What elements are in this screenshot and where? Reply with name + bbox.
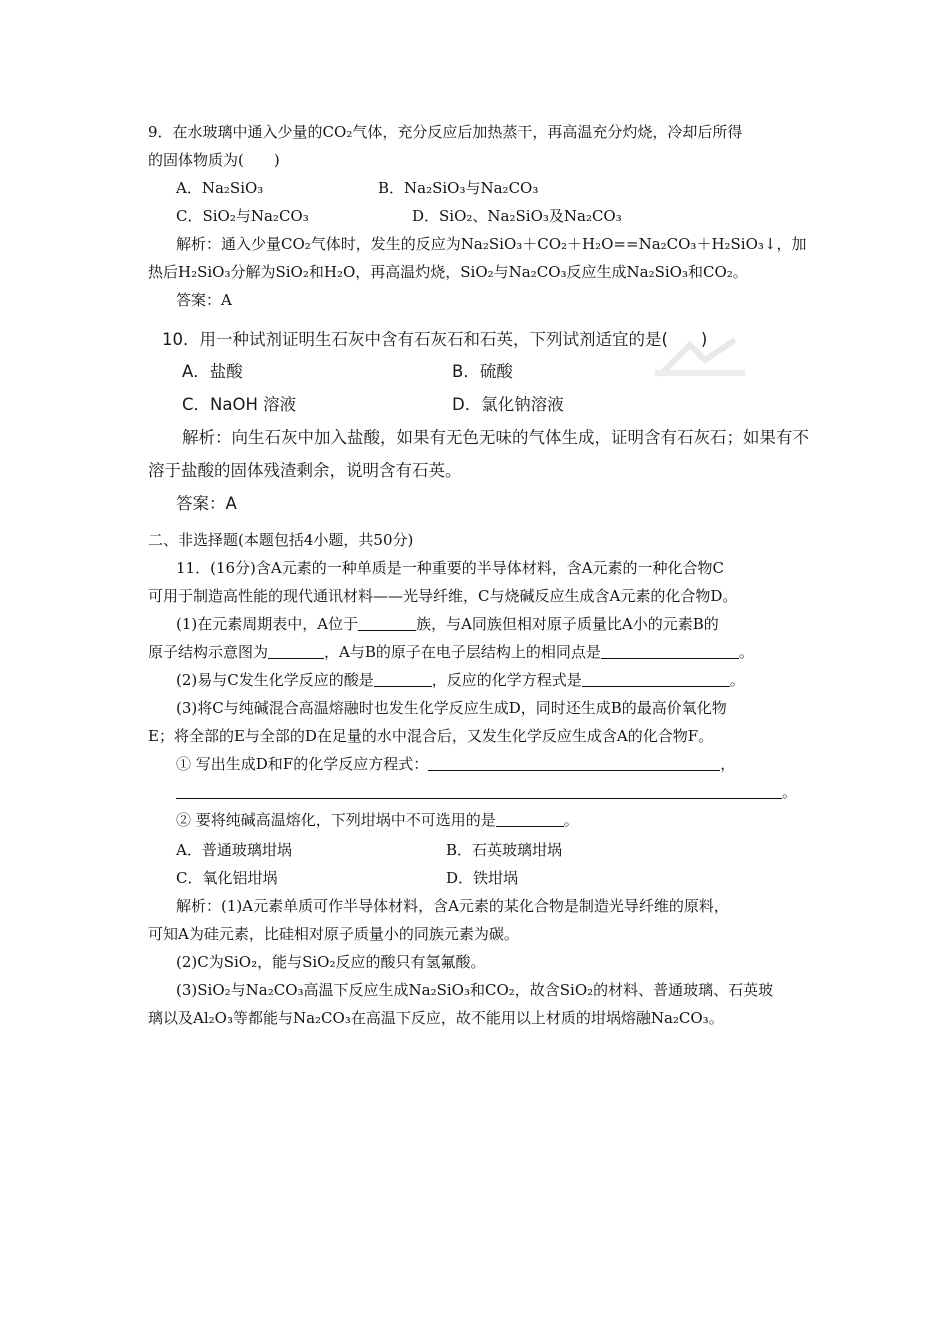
q9-option-d: D．SiO₂、Na₂SiO₃及Na₂CO₃ (412, 207, 622, 225)
q11-option-d: D．铁坩埚 (446, 869, 519, 887)
q11-part1-line1 (176, 614, 719, 634)
q11-part1-text-c: 原子结构示意图为 (148, 643, 269, 661)
q10-answer: 答案：A (176, 494, 237, 513)
q11-part3-line1: (3)将C与纯碱混合高温熔融时也发生化学反应生成D，同时还生成B的最高价氧化物 (176, 699, 727, 717)
answer-blank-7[interactable] (176, 783, 782, 799)
q11-option-c: C．氧化铝坩埚 (176, 869, 278, 887)
q9-option-b: B．Na₂SiO₃与Na₂CO₃ (378, 179, 539, 197)
q11-analysis-line4: (3)SiO₂与Na₂CO₃高温下反应生成Na₂SiO₃和CO₂，故含SiO₂的材料、普通玻璃、石英玻 (176, 981, 774, 999)
q11-sub1-text-b: ， (720, 755, 736, 773)
q9-analysis-line1: 解析：通入少量CO₂气体时，发生的反应为Na₂SiO₃＋CO₂＋H₂O==Na₂CO₃＋H₂SiO₃↓，加 (176, 235, 807, 253)
answer-blank-4[interactable] (374, 671, 432, 687)
q10-stem: 10．用一种试剂证明生石灰中含有石灰石和石英，下列试剂适宜的是( ) (162, 330, 708, 349)
answer-blank-2[interactable] (268, 643, 324, 659)
answer-blank-1[interactable] (358, 615, 416, 631)
q11-sub1-line1 (176, 754, 735, 774)
q11-stem-line2: 可用于制造高性能的现代通讯材料——光导纤维，C与烧碱反应生成含A元素的化合物D。 (148, 587, 738, 605)
q11-part1-text-d: ，A与B的原子在电子层结构上的相同点是 (324, 643, 601, 661)
q11-part1-text-e: 。 (738, 643, 754, 661)
q11-analysis-line5: 璃以及Al₂O₃等都能与Na₂CO₃在高温下反应，故不能用以上材质的坩埚熔融Na₂CO₃。 (148, 1009, 724, 1027)
q9-option-c: C．SiO₂与Na₂CO₃ (176, 207, 309, 225)
q11-option-a: A．普通玻璃坩埚 (176, 841, 292, 859)
q11-analysis-line3: (2)C为SiO₂，能与SiO₂反应的酸只有氢氟酸。 (176, 953, 486, 971)
q11-stem-line1: 11．(16分)含A元素的一种单质是一种重要的半导体材料，含A元素的一种化合物C (176, 559, 725, 577)
section2-heading: 二、非选择题(本题包括4小题，共50分) (148, 531, 414, 549)
q9-stem-line2: 的固体物质为( ) (148, 151, 280, 169)
q11-sub1-text-a: ① 写出生成D和F的化学反应方程式： (176, 755, 429, 773)
q11-sub2-text-a: ② 要将纯碱高温熔化，下列坩埚中不可选用的是 (176, 811, 496, 829)
q11-sub2-text-b: 。 (563, 811, 579, 829)
q10-analysis-line2: 溶于盐酸的固体残渣剩余，说明含有石英。 (148, 461, 462, 480)
q9-analysis-line2: 热后H₂SiO₃分解为SiO₂和H₂O，再高温灼烧，SiO₂与Na₂CO₃反应生成Na₂SiO₃和CO₂。 (148, 263, 748, 281)
q11-part1-line2 (148, 642, 754, 662)
q11-analysis-line2: 可知A为硅元素，比硅相对原子质量小的同族元素为碳。 (148, 925, 519, 943)
q11-option-b: B．石英玻璃坩埚 (446, 841, 563, 859)
answer-blank-5[interactable] (582, 671, 730, 687)
q11-sub1-text-c: 。 (782, 783, 798, 801)
q10-analysis-line1: 解析：向生石灰中加入盐酸，如果有无色无味的气体生成，证明含有石灰石；如果有不 (182, 428, 809, 447)
q11-sub1-line2 (176, 782, 797, 802)
q9-option-a: A．Na₂SiO₃ (176, 179, 264, 197)
q11-part3-line2: E；将全部的E与全部的D在足量的水中混合后，又发生化学反应生成含A的化合物F。 (148, 727, 714, 745)
q9-answer: 答案：A (176, 291, 232, 309)
q10-option-a: A．盐酸 (182, 362, 243, 381)
q11-part1-text-b: 族，与A同族但相对原子质量比A小的元素B的 (416, 615, 719, 633)
q9-stem-line1: 9．在水玻璃中通入少量的CO₂气体，充分反应后加热蒸干，再高温充分灼烧，冷却后所得 (148, 123, 743, 141)
answer-blank-3[interactable] (601, 643, 739, 659)
q11-sub2-line (176, 810, 579, 830)
watermark-logo (650, 330, 750, 390)
q10-option-d: D．氯化钠溶液 (452, 395, 564, 414)
q11-part1-text-a: (1)在元素周期表中，A位于 (176, 615, 359, 633)
q11-part2-text-b: ，反应的化学方程式是 (431, 671, 582, 689)
q10-option-c: C．NaOH 溶液 (182, 395, 297, 414)
q11-part2-line (176, 670, 745, 690)
q11-analysis-line1: 解析：(1)A元素单质可作半导体材料，含A元素的某化合物是制造光导纤维的原料， (176, 897, 729, 915)
answer-blank-8[interactable] (496, 811, 564, 827)
answer-blank-6[interactable] (428, 755, 720, 771)
q11-part2-text-c: 。 (729, 671, 745, 689)
q10-option-b: B．硫酸 (452, 362, 513, 381)
q11-part2-text-a: (2)易与C发生化学反应的酸是 (176, 671, 374, 689)
